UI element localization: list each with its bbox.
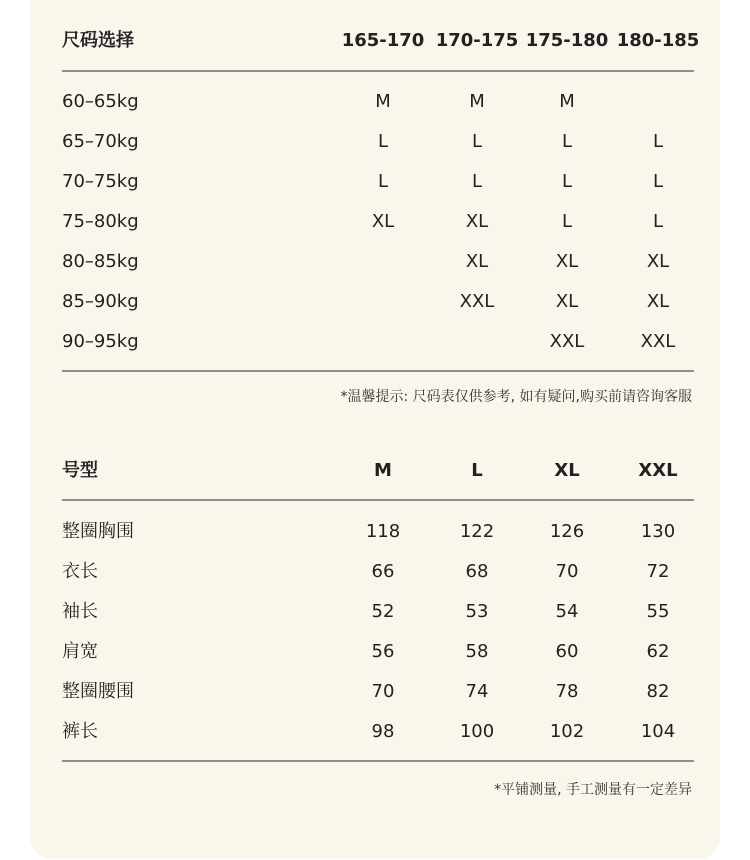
weight-range: 60–65kg — [62, 91, 139, 112]
weight-range: 75–80kg — [62, 211, 139, 232]
measurement-value: 100 — [459, 721, 495, 742]
size-l-header: L — [471, 460, 483, 481]
measurement-label: 整圈胸围 — [62, 521, 134, 542]
table-row — [62, 632, 694, 672]
measurement-value: 66 — [371, 561, 395, 582]
table-row — [62, 712, 694, 752]
measurement-label: 裤长 — [62, 721, 98, 742]
table-row — [62, 592, 694, 632]
size-cell: XXL — [640, 331, 676, 352]
size-cell: L — [652, 131, 664, 152]
measurement-value: 62 — [646, 641, 670, 662]
measurement-label: 整圈腰围 — [62, 681, 134, 702]
size-cell — [338, 282, 428, 322]
size-cell: M — [375, 91, 391, 112]
measurement-header-label: 号型 — [62, 460, 98, 481]
size-chart-card — [30, 0, 720, 859]
weight-range: 85–90kg — [62, 291, 139, 312]
size-cell: L — [471, 171, 483, 192]
measurement-table-header — [62, 451, 694, 491]
size-cell: XXL — [549, 331, 585, 352]
size-cell: L — [471, 131, 483, 152]
measurement-value: 126 — [549, 521, 585, 542]
table-row — [62, 512, 694, 552]
table-row — [62, 202, 694, 242]
size-table-bottom-rule — [62, 370, 694, 372]
size-cell: L — [377, 131, 389, 152]
measurement-value: 70 — [555, 561, 579, 582]
measurement-value: 104 — [640, 721, 676, 742]
size-xxl-header: XXL — [638, 460, 678, 481]
size-cell: L — [652, 171, 664, 192]
size-selection-table — [62, 21, 700, 372]
measurement-value: 82 — [646, 681, 670, 702]
table-row — [62, 282, 694, 322]
size-cell: L — [377, 171, 389, 192]
size-cell — [613, 82, 703, 122]
size-cell: XXL — [459, 291, 495, 312]
size-table-header — [62, 21, 700, 61]
size-cell: L — [561, 131, 573, 152]
measurement-value: 68 — [465, 561, 489, 582]
table-row — [62, 552, 694, 592]
size-cell: XL — [465, 211, 489, 232]
height-range-170-175: 170-175 — [435, 30, 519, 51]
size-cell: L — [561, 171, 573, 192]
measurement-table-bottom-rule — [62, 760, 694, 762]
measurement-label: 肩宽 — [62, 641, 98, 662]
measurement-label: 袖长 — [62, 601, 98, 622]
size-cell: XL — [465, 251, 489, 272]
size-cell: XL — [555, 291, 579, 312]
measurement-value: 52 — [371, 601, 395, 622]
weight-range: 80–85kg — [62, 251, 139, 272]
measurement-value: 72 — [646, 561, 670, 582]
measurement-value: 122 — [459, 521, 495, 542]
weight-range: 90–95kg — [62, 331, 139, 352]
size-table-note: *温馨提示: 尺码表仅供参考, 如有疑问,购买前请咨询客服 — [340, 389, 692, 405]
table-row — [62, 322, 694, 362]
measurement-value: 60 — [555, 641, 579, 662]
size-cell: XL — [555, 251, 579, 272]
size-cell: M — [559, 91, 575, 112]
table-row — [62, 82, 694, 122]
height-range-180-185: 180-185 — [616, 30, 700, 51]
measurement-label: 衣长 — [62, 561, 98, 582]
size-m-header: M — [374, 460, 392, 481]
measurement-value: 58 — [465, 641, 489, 662]
measurement-value: 54 — [555, 601, 579, 622]
size-cell — [338, 242, 428, 282]
weight-range: 70–75kg — [62, 171, 139, 192]
measurement-value: 130 — [640, 521, 676, 542]
size-cell: XL — [646, 291, 670, 312]
measurement-value: 53 — [465, 601, 489, 622]
size-cell — [432, 322, 522, 362]
height-range-175-180: 175-180 — [525, 30, 609, 51]
measurement-value: 102 — [549, 721, 585, 742]
measurement-value: 78 — [555, 681, 579, 702]
measurement-value: 98 — [371, 721, 395, 742]
table-row — [62, 122, 694, 162]
table-row — [62, 162, 694, 202]
measurement-value: 55 — [646, 601, 670, 622]
size-cell: XL — [646, 251, 670, 272]
measurement-table — [62, 451, 694, 762]
size-cell: XL — [371, 211, 395, 232]
size-cell: L — [561, 211, 573, 232]
table-row — [62, 672, 694, 712]
table-row — [62, 242, 694, 282]
size-cell: L — [652, 211, 664, 232]
size-table-header-label: 尺码选择 — [62, 30, 134, 51]
measurement-value: 70 — [371, 681, 395, 702]
measurement-value: 56 — [371, 641, 395, 662]
size-cell: M — [469, 91, 485, 112]
height-range-165-170: 165-170 — [341, 30, 425, 51]
measurement-value: 118 — [365, 521, 401, 542]
size-cell — [338, 322, 428, 362]
measurement-value: 74 — [465, 681, 489, 702]
size-xl-header: XL — [554, 460, 580, 481]
measurement-note: *平铺测量, 手工测量有一定差异 — [494, 782, 692, 798]
weight-range: 65–70kg — [62, 131, 139, 152]
